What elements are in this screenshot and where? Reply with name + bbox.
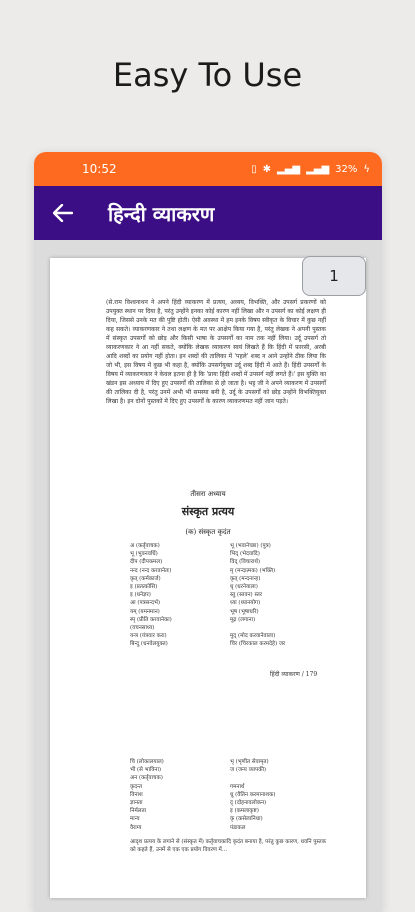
headline: Easy To Use xyxy=(112,56,303,94)
table-row xyxy=(130,774,330,782)
table-cell: स्पृ (प्रीति करवानेका) xyxy=(130,616,172,623)
section-title: (क) संस्कृत कृदंत xyxy=(185,528,231,536)
signal-icon-2: ▂▄▆ xyxy=(306,163,330,175)
signal-icon: ▂▄▆ xyxy=(277,163,301,175)
table-cell: (वचनसाध्य) xyxy=(130,625,155,632)
page-footer: हिंदी व्याकरण / 179 xyxy=(270,671,318,678)
table-cell: वैराग्य xyxy=(130,824,142,831)
chapter-title: संस्कृत प्रत्यय xyxy=(181,505,235,518)
table-cell: बिन्दु (धनवेलयुक्त) xyxy=(130,641,168,648)
bluetooth-icon: ✱ xyxy=(262,163,271,175)
table-row xyxy=(130,640,330,648)
table-cell: भी (से भाविना) xyxy=(130,767,162,774)
table-cell: भू (भुवनवर्धि) xyxy=(130,551,158,558)
table-cell: पंडाकल xyxy=(230,824,246,831)
suffix-table xyxy=(130,542,330,649)
table-cell: मान्य xyxy=(130,816,140,823)
table-row xyxy=(130,583,330,591)
table-cell xyxy=(230,774,330,782)
pdf-viewer[interactable] xyxy=(34,240,382,912)
table-cell: दृ (दोहनावलोकन) xyxy=(230,800,267,807)
table-cell: भृ (भृणीत सेवामृत) xyxy=(230,759,269,765)
table-row xyxy=(130,815,330,823)
table-cell: मुद् (मोद करवानेवाला) xyxy=(230,633,276,640)
status-icons xyxy=(251,164,370,175)
table-cell: कृत् (कर्मकार्ज) xyxy=(130,575,161,582)
suffix-table-2 xyxy=(130,758,330,832)
table-row xyxy=(130,599,330,607)
table-cell: ज्ञानता xyxy=(130,800,143,807)
table-cell: निर्मलता xyxy=(130,808,147,815)
table-cell: इ (कमलाकृष्ट) xyxy=(230,808,259,815)
table-cell: अ (कर्तृवाचक) xyxy=(130,543,160,549)
table-row xyxy=(130,783,330,791)
table-row xyxy=(130,758,330,766)
battery-level: 32% xyxy=(335,163,358,175)
table-cell: भिद् (भेदवादि) xyxy=(230,551,260,558)
app-bar xyxy=(34,186,382,240)
table-row xyxy=(130,591,330,599)
table-row xyxy=(130,791,330,799)
back-arrow-icon[interactable] xyxy=(50,200,76,226)
table-row xyxy=(130,824,330,832)
table-row xyxy=(130,608,330,616)
table-row xyxy=(130,632,330,640)
bottom-paragraph: आदृश प्रत्यय के लगाने से (संस्कृत में) कर्तृवाचकादि कृदंत बनाया है, परंतु कुछ कारण, धवनि पुस्तक को कहते हैं, उनमें से एक एक प्रयोग विवरण में... xyxy=(130,839,326,853)
pdf-page xyxy=(50,258,366,898)
table-cell: इ (धनेज्ञर) xyxy=(130,592,151,599)
status-bar xyxy=(34,152,382,186)
table-cell: यन्त्र (यंत्रवार करा) xyxy=(130,633,167,640)
table-cell: अन (कर्तृवाचक) xyxy=(130,775,163,782)
table-cell: विद् (विचारार्थ) xyxy=(230,559,261,566)
table-row xyxy=(130,624,330,632)
chapter-label: तीसरा अध्याय xyxy=(190,490,226,498)
table-row xyxy=(130,567,330,575)
table-cell: इ (प्रतत्कोसि) xyxy=(130,584,158,591)
table-cell: भूष (भूषाधरि) xyxy=(230,608,259,615)
table-cell: धृ (धरनेयाला) xyxy=(230,584,258,591)
table-cell: कृ (कसेलानिधा) xyxy=(230,816,263,823)
table-row xyxy=(130,558,330,566)
table-row xyxy=(130,766,330,774)
table-cell: धू (वैतिन करमानाशक) xyxy=(230,791,276,798)
vibrate-icon: ▯ xyxy=(251,163,257,175)
battery-icon: ϟ xyxy=(363,163,370,175)
table-cell: मृ (मन्दात्मक) (भक्ति) xyxy=(230,567,276,574)
table-cell: नन्द (नन्द करवानेतः) xyxy=(130,567,172,574)
table-cell: भू (भवानेच्छा) (पुत्र) xyxy=(230,543,271,549)
table-cell: चि (लोकालयाल) xyxy=(130,759,164,765)
table-cell: कृदन्त xyxy=(130,783,142,790)
status-time: 10:52 xyxy=(82,162,117,176)
table-cell: स्तु (स्तवन) स्तर xyxy=(230,592,262,599)
table-row xyxy=(130,550,330,558)
table-cell: विनाश xyxy=(130,791,143,798)
table-cell: ध्या (ध्यानयोग) xyxy=(230,600,261,607)
table-cell: दीप (दीपकमल) xyxy=(130,559,163,566)
table-row xyxy=(130,542,330,550)
page-number-badge: 1 xyxy=(302,256,366,296)
table-row xyxy=(130,807,330,815)
page-paragraph: (से.राम विश्वनाथन ने अपने हिंदी व्याकरण में प्रत्यय, अव्यय, विभक्ति, और उपसर्ग प्रकरणों को उपयुक्त स्थान पर दिया है, परंतु उन्होंने इनका कोई कारण नहीं लिखा और न उपसर्ग का कोई लक्षण ही दिया, जिससे उनके मत की पुष्टि होती। ऐसी अवस्था में हम इनके विषय स्वीकृत के विचार में कुछ नहीं कह सकते। व्याकरणकार ने तथा लक्षण के मत पर आक्षेप किया गया है, परंतु लेखक ने अपनी पुस्तक में संस्कृत उपसर्गों को छोड़ और किसी भाषा के उपसर्गों का नाम तक नहीं लिया। उर्दू उपसर्ग तो व्याकरणकार ने आ नहीं सकते, क्योंकि लेखक व्याकरण स्वयं लिखते हैं कि हिंदी में फ़ारसी, अरबी आदि शब्दों का प्रयोग नहीं होता। इन शब्दों की तालिका में 'पहले' शब्द न आने उन्होंने ठीक लिया कि जो भी, इस विषय में कुछ भी कहा है, क्योंकि उपसर्गयुक्त उर्दू शब्द हिंदी में आते हैं। हिंदी उपसर्गों के विषय में व्याकरणकार ने केवल इतना ही है कि 'प्रायः हिंदी शब्दों में उपसर्ग नहीं लगते हैं।' इस युक्ति का खंडन इस अध्याय में दिए हुए उपसर्गों की तालिका से हो जाता है। भट्ट जी ने अपने व्याकरण में उपसर्गों की तालिका दी है, परंतु उनमें अभी भी समस्या बनी है, उर्दू के उपसर्गों को छोड़ उन्होंने विभक्तियुक्त लिखा है। इन दोनों पुस्तकों में दिए हुए उपसर्गों के कारण व्याकरणमत नहीं जान पड़ते। xyxy=(106,299,326,405)
table-cell xyxy=(230,624,330,632)
table-row xyxy=(130,616,330,624)
table-row xyxy=(130,575,330,583)
phone-frame xyxy=(34,152,382,912)
app-title: हिन्दी व्याकरण xyxy=(108,201,215,226)
table-cell: चिर (चिरकाल करमदेहे) जर xyxy=(230,641,286,648)
table-cell: ज (जन्य व्यापकी) xyxy=(230,767,267,774)
table-cell: आ (पत्रसन्दर्भ) xyxy=(130,600,161,607)
table-cell: यम् (यमनमान) xyxy=(130,608,160,615)
table-cell: मूढ़ (लगाना) xyxy=(230,616,256,623)
table-row xyxy=(130,799,330,807)
table-cell: कृत् (मन्दनान्ह) xyxy=(230,575,261,582)
table-cell: गमनार्थ xyxy=(230,783,245,790)
